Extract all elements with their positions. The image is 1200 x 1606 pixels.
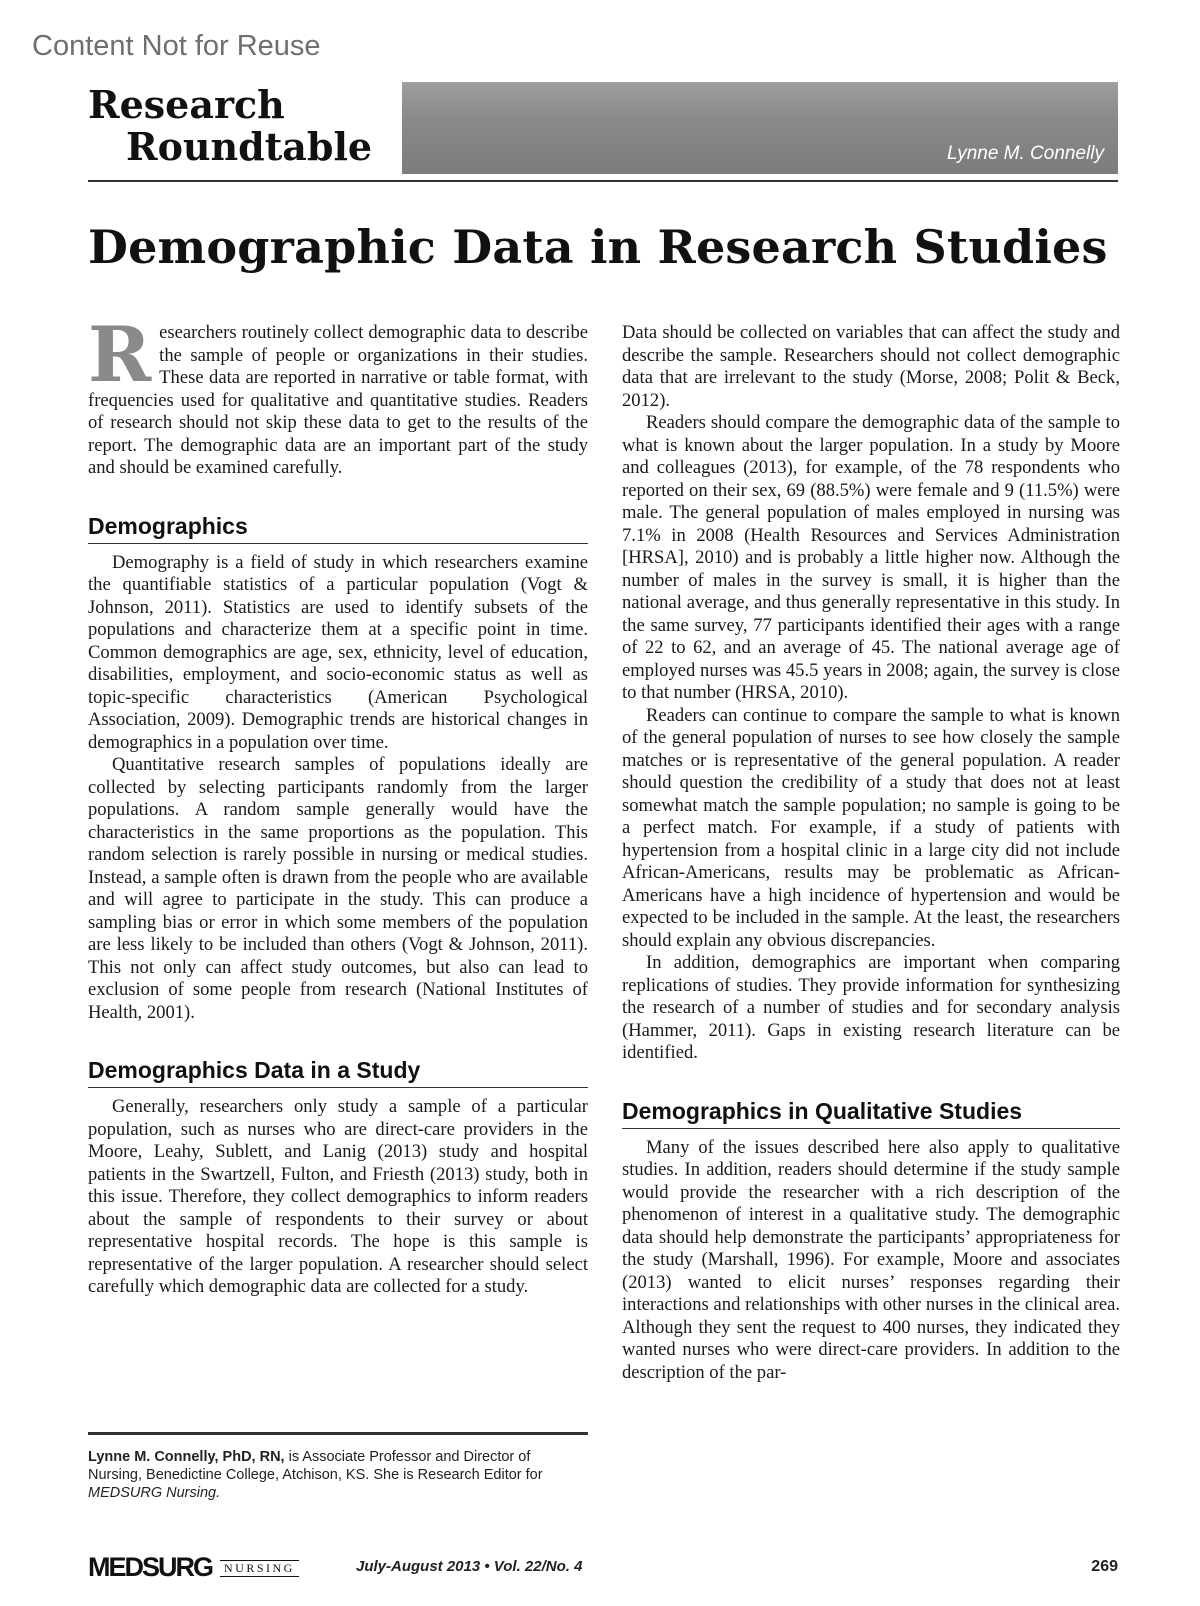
article-title: Demographic Data in Research Studies [88, 220, 1108, 274]
heading-qualitative-studies: Demographics in Qualitative Studies [622, 1097, 1120, 1129]
heading-demographics: Demographics [88, 512, 588, 544]
paragraph: Generally, researchers only study a sample of a particular population, such as nurses who are direct-care providers in the Moore, Leahy, Sublett, and Lanig (2013) study and hospital patients in the Swartzell, Fulton, and Friesth (2013) study, both in this issue. Therefore, they collect demographics to inform readers about the sample of respondents to their survey or about representative hospital records. The hope is this sample is representative of the larger population. A researcher should select carefully which demographic data are collected for a study. [88, 1096, 588, 1297]
header-banner [402, 82, 1118, 174]
bio-text: is Associate Professor and Director of Nursing, Benedictine College, Atchison, KS. She is Research Editor for [88, 1449, 543, 1483]
paragraph: Many of the issues described here also apply to qualitative studies. In addition, readers should determine if the study sample would provide the researcher with a rich description of the phenomenon of interest in a qualitative study. The demographic data should help demonstrate the participants’ appropriateness for the study (Marshall, 1996). For example, Moore and associates (2013) wanted to elicit nurses’ responses regarding their interactions and relationships with other nurses in the clinical area. Although they sent the request to 400 nurses, they indicated they wanted nurses who were direct-care providers. In addition to the description of the par- [622, 1136, 1120, 1383]
intro-text: esearchers routinely collect demographic data to describe the sample of people or organizations in their studies. These data are reported in narrative or table format, with frequencies used for qualitative and quantitative studies. Readers of research should not skip these data to get to the results of the report. The demographic data are an important part of the study and should be examined carefully. [88, 322, 588, 478]
journal-logo-subtitle: NURSING [220, 1560, 299, 1577]
page-footer [88, 1552, 1118, 1582]
intro-paragraph [88, 310, 588, 480]
author-bio [88, 1448, 588, 1502]
bio-rule [88, 1432, 588, 1435]
banner-author: Lynne M. Connelly [946, 143, 1104, 164]
journal-logo: MEDSURG [88, 1552, 213, 1582]
paragraph: Demography is a field of study in which researchers examine the quantifiable statistics of a particular population (Vogt & Johnson, 2011). Statistics are used to identify subsets of the populations and characterize them at a specific point in time. Common demographics are age, sex, ethnicity, level of education, disabilities, employment, and socio-economic status as well as topic-specific characteristics (American Psychological Association, 2009). Demographic trends are historical changes in demographics in a population over time. [88, 551, 588, 753]
paragraph: Data should be collected on variables that can affect the study and describe the sample. Researchers should not collect demographic data that are irrelevant to the study (Morse, 2008; Polit & Beck, 2012). [622, 322, 1120, 411]
section-title-line1: Research [88, 82, 285, 127]
page-number: 269 [1091, 1558, 1118, 1575]
paragraph: In addition, demographics are important when comparing replications of studies. They provide information for synthesizing the research of a number of studies and for secondary analysis (Hammer, 2011). Gaps in existing research literature can be identified. [622, 952, 1120, 1063]
issue-info: July-August 2013 • Vol. 22/No. 4 [356, 1558, 583, 1575]
paragraph: Readers can continue to compare the sample to what is known of the general population of nurses to see how closely the sample matches or is representative of the general population. A reader should question the credibility of a study that does not at least somewhat match the sample population; no sample is going to be a perfect match. For example, if a study of patients with hypertension from a hospital clinic in a large city did not include African-Americans, results may be problematic as African-Americans have a high incidence of hypertension and would be expected to be included in the sample. At the least, the researchers should explain any obvious discrepancies. [622, 704, 1120, 951]
watermark: Content Not for Reuse [32, 30, 321, 62]
left-column [88, 310, 588, 1299]
bio-journal: MEDSURG Nursing. [88, 1485, 221, 1501]
drop-cap: R [88, 310, 152, 399]
heading-demographics-data-in-study: Demographics Data in a Study [88, 1056, 588, 1088]
section-title [88, 84, 372, 168]
bio-name: Lynne M. Connelly, PhD, RN, [88, 1449, 285, 1465]
header-rule [88, 180, 1118, 182]
paragraph: Readers should compare the demographic data of the sample to what is known about the larger population. In a study by Moore and colleagues (2013), for example, of the 78 respondents who reported on their sex, 69 (88.5%) were female and 9 (11.5%) were male. The general population of males employed in nursing was 7.1% in 2008 (Health Resources and Services Administration [HRSA], 2010) and is probably a little higher now. Although the number of males in the survey is small, it is higher than the national average, and thus generally representative in this study. In the same survey, 77 participants identified their ages with a range of 22 to 62, and an average of 45. The national average age of employed nurses was 45.5 years in 2008; again, the survey is close to that number (HRSA, 2010). [622, 412, 1120, 703]
paragraph: Quantitative research samples of populations ideally are collected by selecting participants randomly from the larger populations. A random sample generally would have the characteristics in the same proportions as the population. This random selection is rarely possible in nursing or medical studies. Instead, a sample often is drawn from the people who are available and will agree to participate in the study. This can produce a sampling bias or error in which some members of the population are less likely to be included than others (Vogt & Johnson, 2011). This not only can affect study outcomes, but also can lead to exclusion of some people from research (National Institutes of Health, 2001). [88, 754, 588, 1023]
right-column [622, 322, 1120, 1384]
section-title-line2: Roundtable [126, 124, 373, 169]
